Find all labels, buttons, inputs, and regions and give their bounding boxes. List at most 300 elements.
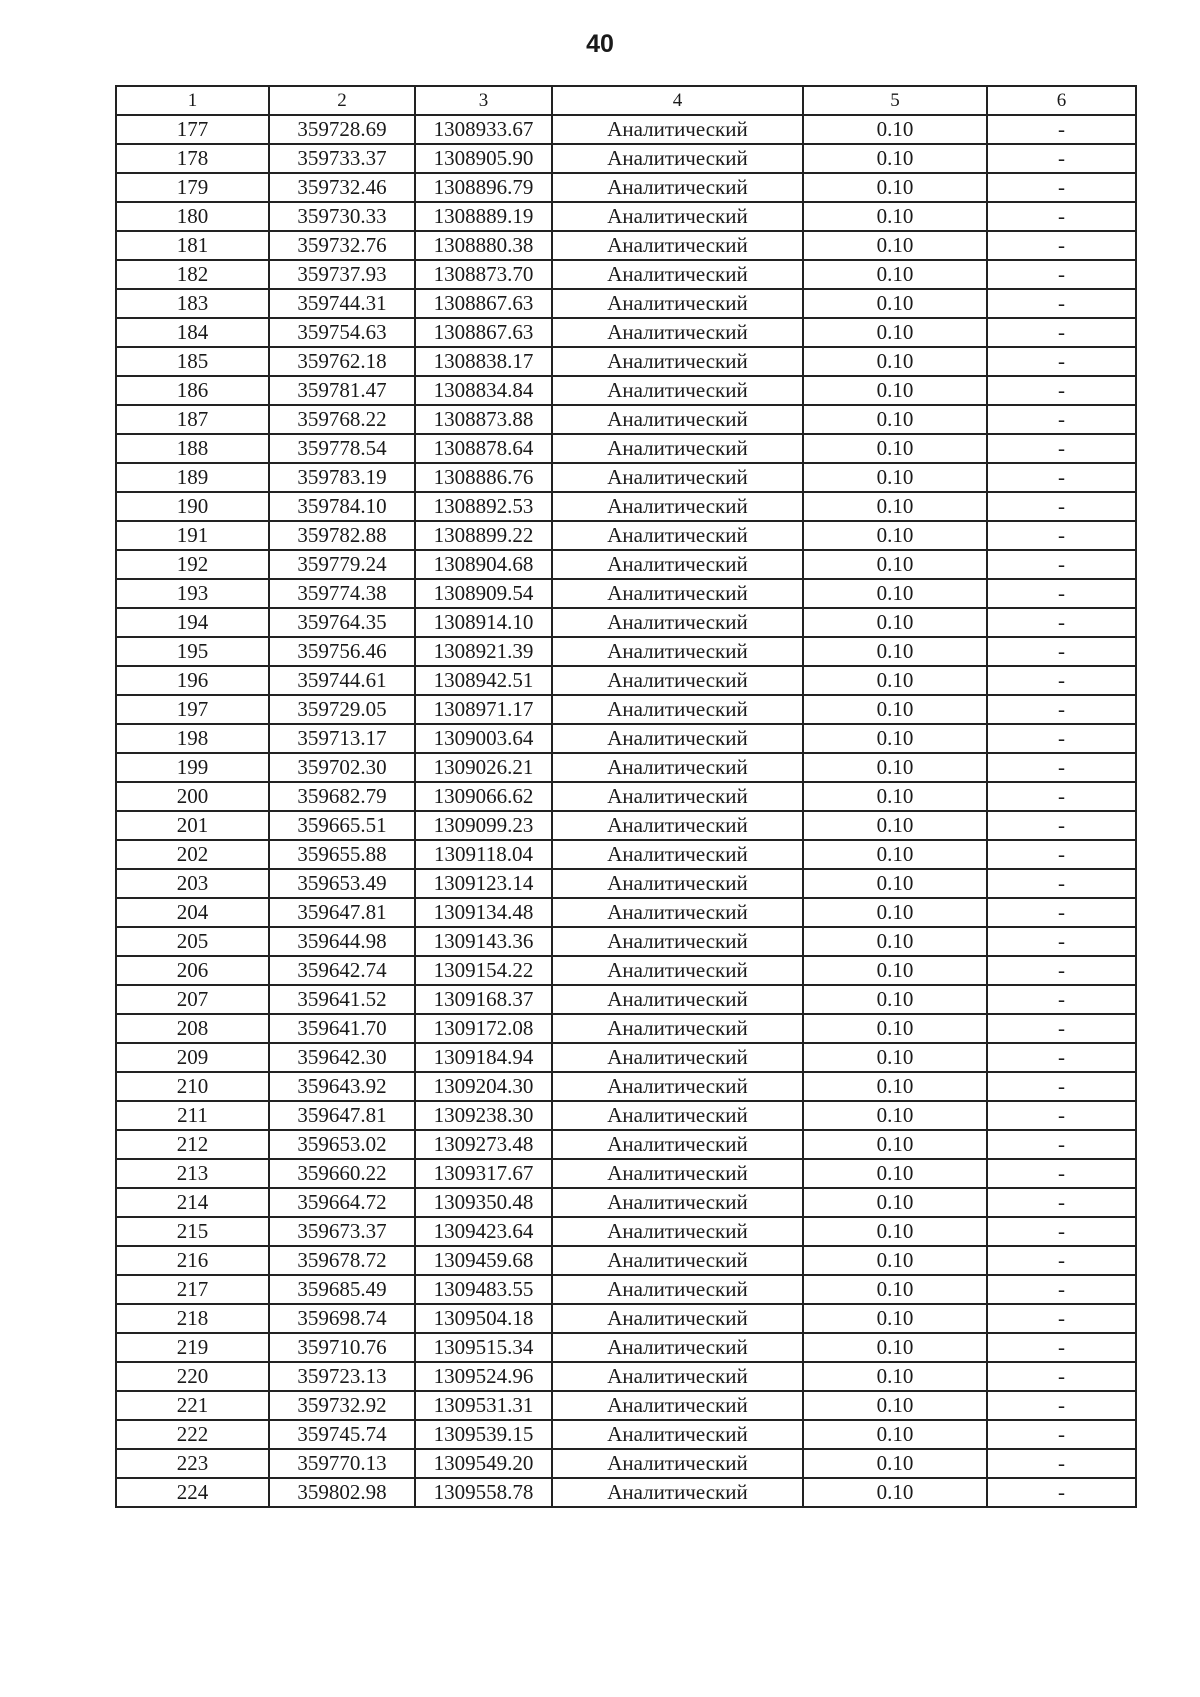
table-header-row <box>116 86 1136 115</box>
point-number-cell: 216 <box>116 1246 269 1275</box>
table-row <box>116 492 1136 521</box>
y-coordinate-cell: 1309066.62 <box>415 782 552 811</box>
y-coordinate-cell: 1309118.04 <box>415 840 552 869</box>
y-coordinate-cell: 1309504.18 <box>415 1304 552 1333</box>
column-header: 5 <box>803 86 987 115</box>
x-coordinate-cell: 359644.98 <box>269 927 415 956</box>
method-cell: Аналитический <box>552 231 803 260</box>
method-cell: Аналитический <box>552 550 803 579</box>
table-row <box>116 144 1136 173</box>
point-number-cell: 185 <box>116 347 269 376</box>
point-number-cell: 193 <box>116 579 269 608</box>
point-number-cell: 224 <box>116 1478 269 1507</box>
x-coordinate-cell: 359653.02 <box>269 1130 415 1159</box>
table-row <box>116 1130 1136 1159</box>
method-cell: Аналитический <box>552 1304 803 1333</box>
note-cell: - <box>987 521 1136 550</box>
y-coordinate-cell: 1308896.79 <box>415 173 552 202</box>
note-cell: - <box>987 782 1136 811</box>
note-cell: - <box>987 1188 1136 1217</box>
y-coordinate-cell: 1308867.63 <box>415 318 552 347</box>
point-number-cell: 178 <box>116 144 269 173</box>
x-coordinate-cell: 359728.69 <box>269 115 415 144</box>
column-header: 2 <box>269 86 415 115</box>
y-coordinate-cell: 1309459.68 <box>415 1246 552 1275</box>
method-cell: Аналитический <box>552 1391 803 1420</box>
y-coordinate-cell: 1309549.20 <box>415 1449 552 1478</box>
point-number-cell: 186 <box>116 376 269 405</box>
accuracy-cell: 0.10 <box>803 666 987 695</box>
y-coordinate-cell: 1309317.67 <box>415 1159 552 1188</box>
point-number-cell: 198 <box>116 724 269 753</box>
x-coordinate-cell: 359744.61 <box>269 666 415 695</box>
x-coordinate-cell: 359664.72 <box>269 1188 415 1217</box>
method-cell: Аналитический <box>552 1420 803 1449</box>
method-cell: Аналитический <box>552 753 803 782</box>
accuracy-cell: 0.10 <box>803 1014 987 1043</box>
table-row <box>116 811 1136 840</box>
table-row <box>116 1333 1136 1362</box>
x-coordinate-cell: 359781.47 <box>269 376 415 405</box>
accuracy-cell: 0.10 <box>803 608 987 637</box>
y-coordinate-cell: 1308838.17 <box>415 347 552 376</box>
table-row <box>116 463 1136 492</box>
point-number-cell: 206 <box>116 956 269 985</box>
accuracy-cell: 0.10 <box>803 521 987 550</box>
method-cell: Аналитический <box>552 579 803 608</box>
point-number-cell: 212 <box>116 1130 269 1159</box>
accuracy-cell: 0.10 <box>803 1217 987 1246</box>
note-cell: - <box>987 1478 1136 1507</box>
method-cell: Аналитический <box>552 811 803 840</box>
accuracy-cell: 0.10 <box>803 782 987 811</box>
method-cell: Аналитический <box>552 173 803 202</box>
method-cell: Аналитический <box>552 869 803 898</box>
table-row <box>116 898 1136 927</box>
table-body <box>116 115 1136 1507</box>
accuracy-cell: 0.10 <box>803 1159 987 1188</box>
y-coordinate-cell: 1308933.67 <box>415 115 552 144</box>
point-number-cell: 203 <box>116 869 269 898</box>
accuracy-cell: 0.10 <box>803 869 987 898</box>
x-coordinate-cell: 359641.52 <box>269 985 415 1014</box>
accuracy-cell: 0.10 <box>803 1072 987 1101</box>
note-cell: - <box>987 289 1136 318</box>
method-cell: Аналитический <box>552 782 803 811</box>
note-cell: - <box>987 260 1136 289</box>
accuracy-cell: 0.10 <box>803 173 987 202</box>
method-cell: Аналитический <box>552 608 803 637</box>
x-coordinate-cell: 359655.88 <box>269 840 415 869</box>
note-cell: - <box>987 173 1136 202</box>
table-row <box>116 1304 1136 1333</box>
column-header: 1 <box>116 86 269 115</box>
accuracy-cell: 0.10 <box>803 1420 987 1449</box>
y-coordinate-cell: 1308905.90 <box>415 144 552 173</box>
note-cell: - <box>987 1217 1136 1246</box>
note-cell: - <box>987 1362 1136 1391</box>
accuracy-cell: 0.10 <box>803 1304 987 1333</box>
point-number-cell: 177 <box>116 115 269 144</box>
y-coordinate-cell: 1309524.96 <box>415 1362 552 1391</box>
accuracy-cell: 0.10 <box>803 260 987 289</box>
table-row <box>116 695 1136 724</box>
y-coordinate-cell: 1309172.08 <box>415 1014 552 1043</box>
x-coordinate-cell: 359762.18 <box>269 347 415 376</box>
method-cell: Аналитический <box>552 1101 803 1130</box>
y-coordinate-cell: 1309154.22 <box>415 956 552 985</box>
point-number-cell: 209 <box>116 1043 269 1072</box>
accuracy-cell: 0.10 <box>803 695 987 724</box>
y-coordinate-cell: 1308942.51 <box>415 666 552 695</box>
method-cell: Аналитический <box>552 1478 803 1507</box>
y-coordinate-cell: 1309168.37 <box>415 985 552 1014</box>
point-number-cell: 182 <box>116 260 269 289</box>
point-number-cell: 191 <box>116 521 269 550</box>
x-coordinate-cell: 359665.51 <box>269 811 415 840</box>
method-cell: Аналитический <box>552 1043 803 1072</box>
table-row <box>116 985 1136 1014</box>
y-coordinate-cell: 1308873.70 <box>415 260 552 289</box>
y-coordinate-cell: 1309350.48 <box>415 1188 552 1217</box>
x-coordinate-cell: 359756.46 <box>269 637 415 666</box>
note-cell: - <box>987 492 1136 521</box>
method-cell: Аналитический <box>552 637 803 666</box>
note-cell: - <box>987 811 1136 840</box>
note-cell: - <box>987 1246 1136 1275</box>
accuracy-cell: 0.10 <box>803 1188 987 1217</box>
note-cell: - <box>987 202 1136 231</box>
note-cell: - <box>987 376 1136 405</box>
point-number-cell: 207 <box>116 985 269 1014</box>
table-row <box>116 1014 1136 1043</box>
x-coordinate-cell: 359783.19 <box>269 463 415 492</box>
method-cell: Аналитический <box>552 1217 803 1246</box>
column-header: 3 <box>415 86 552 115</box>
table-row <box>116 1478 1136 1507</box>
table-row <box>116 1043 1136 1072</box>
point-number-cell: 210 <box>116 1072 269 1101</box>
table-row <box>116 521 1136 550</box>
method-cell: Аналитический <box>552 724 803 753</box>
method-cell: Аналитический <box>552 318 803 347</box>
table-row <box>116 956 1136 985</box>
note-cell: - <box>987 1449 1136 1478</box>
method-cell: Аналитический <box>552 956 803 985</box>
x-coordinate-cell: 359660.22 <box>269 1159 415 1188</box>
x-coordinate-cell: 359642.74 <box>269 956 415 985</box>
method-cell: Аналитический <box>552 898 803 927</box>
x-coordinate-cell: 359732.46 <box>269 173 415 202</box>
table-row <box>116 869 1136 898</box>
note-cell: - <box>987 318 1136 347</box>
method-cell: Аналитический <box>552 666 803 695</box>
x-coordinate-cell: 359770.13 <box>269 1449 415 1478</box>
table-row <box>116 347 1136 376</box>
table-row <box>116 1449 1136 1478</box>
y-coordinate-cell: 1308889.19 <box>415 202 552 231</box>
method-cell: Аналитический <box>552 1333 803 1362</box>
x-coordinate-cell: 359733.37 <box>269 144 415 173</box>
accuracy-cell: 0.10 <box>803 637 987 666</box>
method-cell: Аналитический <box>552 1159 803 1188</box>
x-coordinate-cell: 359682.79 <box>269 782 415 811</box>
x-coordinate-cell: 359723.13 <box>269 1362 415 1391</box>
table-row <box>116 1420 1136 1449</box>
point-number-cell: 223 <box>116 1449 269 1478</box>
method-cell: Аналитический <box>552 492 803 521</box>
method-cell: Аналитический <box>552 840 803 869</box>
point-number-cell: 217 <box>116 1275 269 1304</box>
table-row <box>116 434 1136 463</box>
note-cell: - <box>987 608 1136 637</box>
x-coordinate-cell: 359774.38 <box>269 579 415 608</box>
accuracy-cell: 0.10 <box>803 405 987 434</box>
method-cell: Аналитический <box>552 1014 803 1043</box>
point-number-cell: 213 <box>116 1159 269 1188</box>
y-coordinate-cell: 1309539.15 <box>415 1420 552 1449</box>
method-cell: Аналитический <box>552 260 803 289</box>
x-coordinate-cell: 359653.49 <box>269 869 415 898</box>
y-coordinate-cell: 1309515.34 <box>415 1333 552 1362</box>
method-cell: Аналитический <box>552 521 803 550</box>
x-coordinate-cell: 359698.74 <box>269 1304 415 1333</box>
accuracy-cell: 0.10 <box>803 463 987 492</box>
table-row <box>116 1362 1136 1391</box>
method-cell: Аналитический <box>552 985 803 1014</box>
point-number-cell: 214 <box>116 1188 269 1217</box>
column-header: 4 <box>552 86 803 115</box>
x-coordinate-cell: 359730.33 <box>269 202 415 231</box>
accuracy-cell: 0.10 <box>803 898 987 927</box>
x-coordinate-cell: 359764.35 <box>269 608 415 637</box>
point-number-cell: 200 <box>116 782 269 811</box>
x-coordinate-cell: 359744.31 <box>269 289 415 318</box>
y-coordinate-cell: 1309483.55 <box>415 1275 552 1304</box>
method-cell: Аналитический <box>552 1362 803 1391</box>
table-row <box>116 1159 1136 1188</box>
note-cell: - <box>987 956 1136 985</box>
note-cell: - <box>987 1304 1136 1333</box>
table-row <box>116 1072 1136 1101</box>
y-coordinate-cell: 1308880.38 <box>415 231 552 260</box>
accuracy-cell: 0.10 <box>803 1043 987 1072</box>
accuracy-cell: 0.10 <box>803 753 987 782</box>
accuracy-cell: 0.10 <box>803 231 987 260</box>
note-cell: - <box>987 869 1136 898</box>
table-row <box>116 202 1136 231</box>
y-coordinate-cell: 1308971.17 <box>415 695 552 724</box>
point-number-cell: 194 <box>116 608 269 637</box>
method-cell: Аналитический <box>552 289 803 318</box>
table-row <box>116 1188 1136 1217</box>
y-coordinate-cell: 1309204.30 <box>415 1072 552 1101</box>
x-coordinate-cell: 359778.54 <box>269 434 415 463</box>
table-row <box>116 260 1136 289</box>
y-coordinate-cell: 1308867.63 <box>415 289 552 318</box>
point-number-cell: 204 <box>116 898 269 927</box>
accuracy-cell: 0.10 <box>803 1478 987 1507</box>
accuracy-cell: 0.10 <box>803 550 987 579</box>
note-cell: - <box>987 550 1136 579</box>
table-row <box>116 608 1136 637</box>
accuracy-cell: 0.10 <box>803 115 987 144</box>
note-cell: - <box>987 405 1136 434</box>
y-coordinate-cell: 1309238.30 <box>415 1101 552 1130</box>
y-coordinate-cell: 1309423.64 <box>415 1217 552 1246</box>
x-coordinate-cell: 359642.30 <box>269 1043 415 1072</box>
point-number-cell: 188 <box>116 434 269 463</box>
accuracy-cell: 0.10 <box>803 202 987 231</box>
table-row <box>116 550 1136 579</box>
table-row <box>116 840 1136 869</box>
y-coordinate-cell: 1308878.64 <box>415 434 552 463</box>
accuracy-cell: 0.10 <box>803 927 987 956</box>
table-row <box>116 724 1136 753</box>
point-number-cell: 205 <box>116 927 269 956</box>
note-cell: - <box>987 434 1136 463</box>
coordinates-table <box>115 85 1137 1508</box>
y-coordinate-cell: 1309143.36 <box>415 927 552 956</box>
table-row <box>116 637 1136 666</box>
accuracy-cell: 0.10 <box>803 985 987 1014</box>
point-number-cell: 184 <box>116 318 269 347</box>
x-coordinate-cell: 359729.05 <box>269 695 415 724</box>
method-cell: Аналитический <box>552 144 803 173</box>
accuracy-cell: 0.10 <box>803 1333 987 1362</box>
note-cell: - <box>987 985 1136 1014</box>
table-row <box>116 318 1136 347</box>
note-cell: - <box>987 724 1136 753</box>
accuracy-cell: 0.10 <box>803 1101 987 1130</box>
y-coordinate-cell: 1308914.10 <box>415 608 552 637</box>
accuracy-cell: 0.10 <box>803 1362 987 1391</box>
accuracy-cell: 0.10 <box>803 811 987 840</box>
y-coordinate-cell: 1309099.23 <box>415 811 552 840</box>
method-cell: Аналитический <box>552 405 803 434</box>
method-cell: Аналитический <box>552 927 803 956</box>
x-coordinate-cell: 359745.74 <box>269 1420 415 1449</box>
point-number-cell: 196 <box>116 666 269 695</box>
x-coordinate-cell: 359782.88 <box>269 521 415 550</box>
method-cell: Аналитический <box>552 1130 803 1159</box>
x-coordinate-cell: 359710.76 <box>269 1333 415 1362</box>
note-cell: - <box>987 579 1136 608</box>
table-row <box>116 376 1136 405</box>
accuracy-cell: 0.10 <box>803 724 987 753</box>
table-row <box>116 1275 1136 1304</box>
x-coordinate-cell: 359678.72 <box>269 1246 415 1275</box>
method-cell: Аналитический <box>552 1188 803 1217</box>
point-number-cell: 187 <box>116 405 269 434</box>
table-row <box>116 115 1136 144</box>
x-coordinate-cell: 359784.10 <box>269 492 415 521</box>
note-cell: - <box>987 695 1136 724</box>
x-coordinate-cell: 359779.24 <box>269 550 415 579</box>
note-cell: - <box>987 1333 1136 1362</box>
table-row <box>116 231 1136 260</box>
accuracy-cell: 0.10 <box>803 1449 987 1478</box>
y-coordinate-cell: 1308921.39 <box>415 637 552 666</box>
y-coordinate-cell: 1308886.76 <box>415 463 552 492</box>
y-coordinate-cell: 1308873.88 <box>415 405 552 434</box>
y-coordinate-cell: 1309123.14 <box>415 869 552 898</box>
note-cell: - <box>987 1159 1136 1188</box>
x-coordinate-cell: 359802.98 <box>269 1478 415 1507</box>
table-row <box>116 927 1136 956</box>
note-cell: - <box>987 753 1136 782</box>
x-coordinate-cell: 359647.81 <box>269 1101 415 1130</box>
x-coordinate-cell: 359768.22 <box>269 405 415 434</box>
x-coordinate-cell: 359647.81 <box>269 898 415 927</box>
method-cell: Аналитический <box>552 347 803 376</box>
note-cell: - <box>987 1275 1136 1304</box>
note-cell: - <box>987 927 1136 956</box>
accuracy-cell: 0.10 <box>803 144 987 173</box>
note-cell: - <box>987 231 1136 260</box>
y-coordinate-cell: 1308899.22 <box>415 521 552 550</box>
point-number-cell: 199 <box>116 753 269 782</box>
note-cell: - <box>987 637 1136 666</box>
note-cell: - <box>987 144 1136 173</box>
accuracy-cell: 0.10 <box>803 492 987 521</box>
note-cell: - <box>987 840 1136 869</box>
point-number-cell: 183 <box>116 289 269 318</box>
point-number-cell: 222 <box>116 1420 269 1449</box>
x-coordinate-cell: 359713.17 <box>269 724 415 753</box>
point-number-cell: 180 <box>116 202 269 231</box>
accuracy-cell: 0.10 <box>803 318 987 347</box>
note-cell: - <box>987 666 1136 695</box>
accuracy-cell: 0.10 <box>803 289 987 318</box>
table-row <box>116 782 1136 811</box>
note-cell: - <box>987 1130 1136 1159</box>
method-cell: Аналитический <box>552 1275 803 1304</box>
point-number-cell: 221 <box>116 1391 269 1420</box>
accuracy-cell: 0.10 <box>803 434 987 463</box>
accuracy-cell: 0.10 <box>803 1130 987 1159</box>
point-number-cell: 190 <box>116 492 269 521</box>
y-coordinate-cell: 1309134.48 <box>415 898 552 927</box>
table-row <box>116 579 1136 608</box>
accuracy-cell: 0.10 <box>803 1391 987 1420</box>
point-number-cell: 189 <box>116 463 269 492</box>
note-cell: - <box>987 1101 1136 1130</box>
table-row <box>116 753 1136 782</box>
note-cell: - <box>987 463 1136 492</box>
note-cell: - <box>987 1043 1136 1072</box>
x-coordinate-cell: 359737.93 <box>269 260 415 289</box>
y-coordinate-cell: 1309273.48 <box>415 1130 552 1159</box>
accuracy-cell: 0.10 <box>803 956 987 985</box>
y-coordinate-cell: 1308904.68 <box>415 550 552 579</box>
note-cell: - <box>987 1391 1136 1420</box>
table-row <box>116 1101 1136 1130</box>
note-cell: - <box>987 115 1136 144</box>
table-row <box>116 1217 1136 1246</box>
note-cell: - <box>987 1014 1136 1043</box>
note-cell: - <box>987 1420 1136 1449</box>
method-cell: Аналитический <box>552 1449 803 1478</box>
method-cell: Аналитический <box>552 115 803 144</box>
column-header: 6 <box>987 86 1136 115</box>
note-cell: - <box>987 1072 1136 1101</box>
point-number-cell: 192 <box>116 550 269 579</box>
x-coordinate-cell: 359754.63 <box>269 318 415 347</box>
y-coordinate-cell: 1308909.54 <box>415 579 552 608</box>
table-row <box>116 405 1136 434</box>
point-number-cell: 195 <box>116 637 269 666</box>
